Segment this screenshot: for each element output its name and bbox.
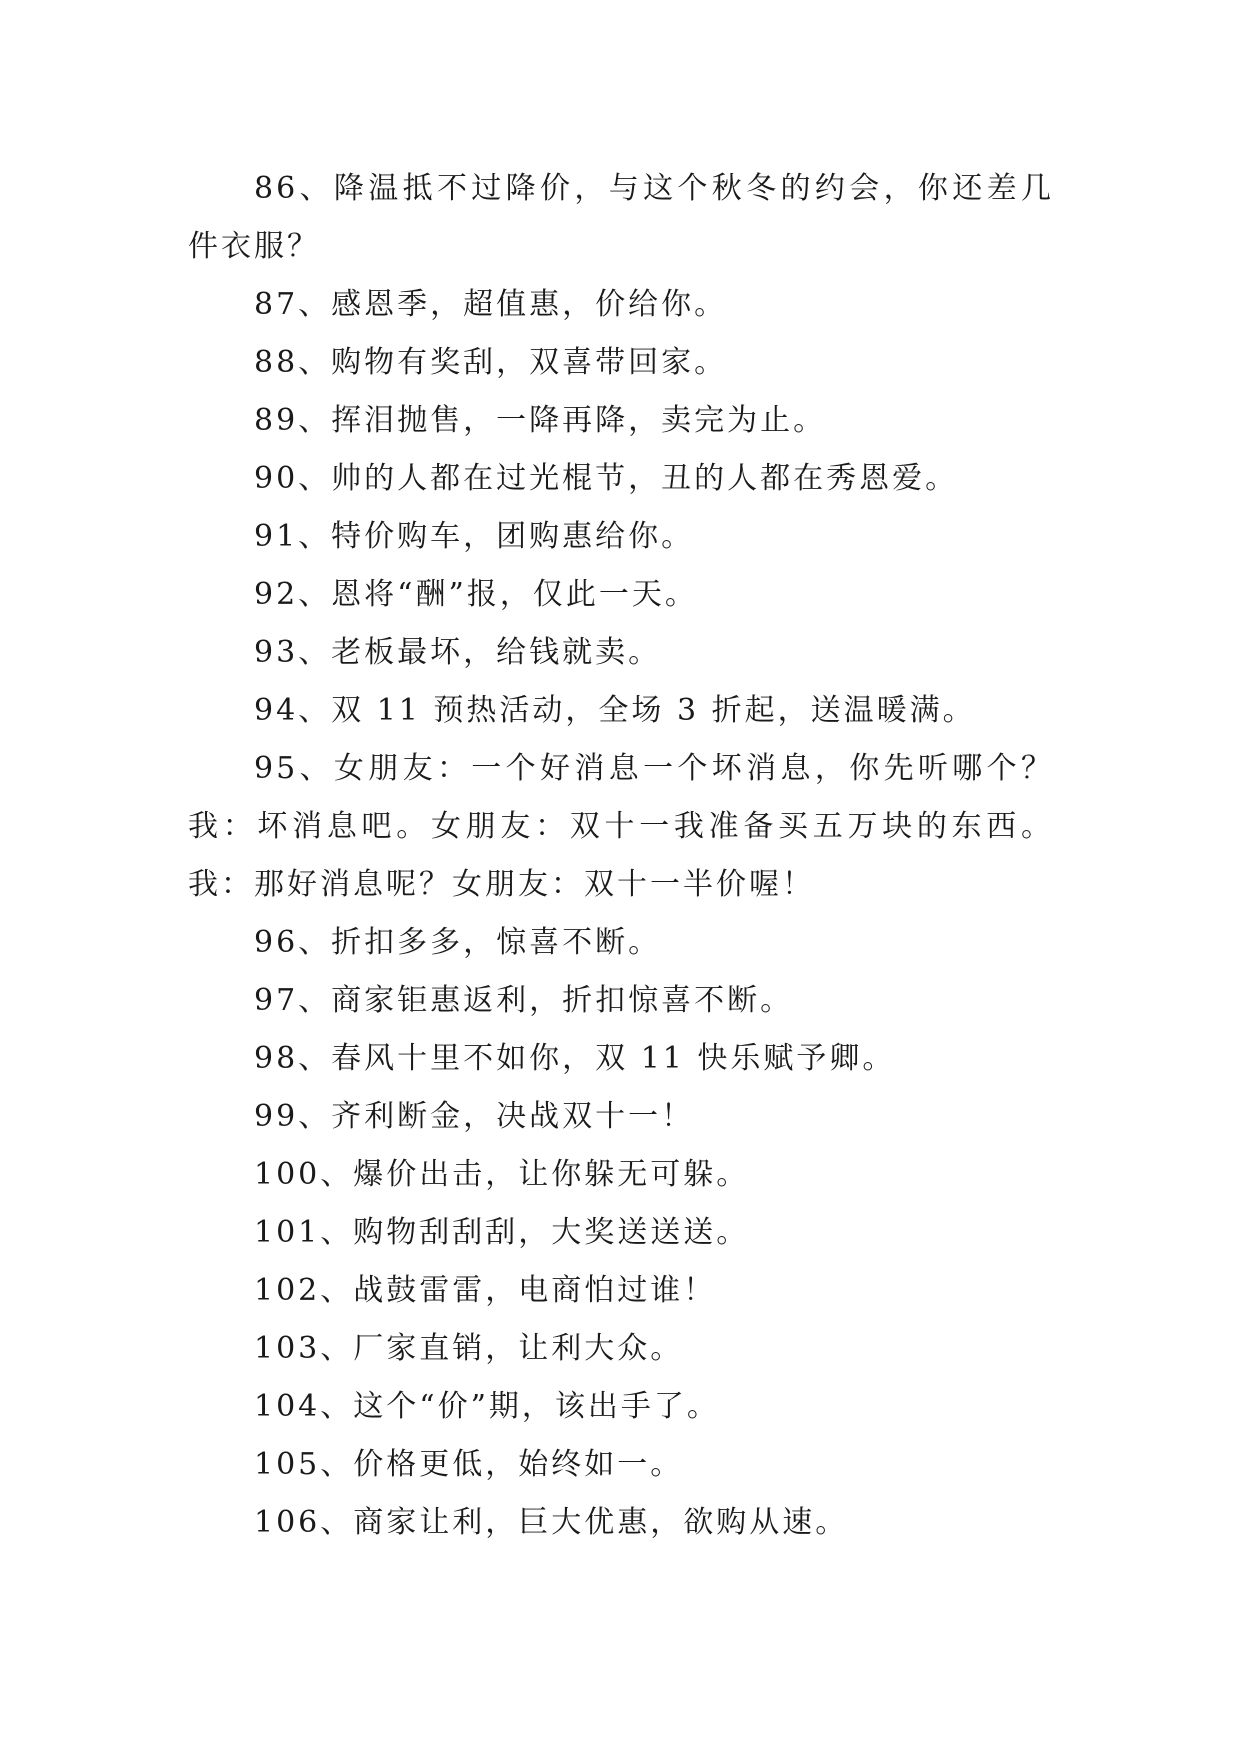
list-item: 86、降温抵不过降价，与这个秋冬的约会，你还差几件衣服？	[188, 171, 1054, 264]
list-item: 99、齐利断金，决战双十一！	[254, 1099, 695, 1134]
list-item: 89、挥泪抛售，一降再降，卖完为止。	[254, 403, 827, 438]
list-item: 94、双 11 预热活动，全场 3 折起，送温暖满。	[254, 693, 976, 728]
list-item: 103、厂家直销，让利大众。	[254, 1331, 684, 1366]
list-item: 96、折扣多多，惊喜不断。	[254, 925, 662, 960]
list-item: 93、老板最坏，给钱就卖。	[254, 635, 662, 670]
list-item: 105、价格更低，始终如一。	[254, 1447, 684, 1482]
list-item: 95、女朋友：一个好消息一个坏消息，你先听哪个？我：坏消息吧。女朋友：双十一我准备买五万块的东西。我：那好消息呢？女朋友：双十一半价喔！	[188, 751, 1054, 902]
list-item: 97、商家钜惠返利，折扣惊喜不断。	[254, 983, 794, 1018]
list-item: 92、恩将“酬”报，仅此一天。	[254, 577, 698, 612]
list-item: 101、购物刮刮刮，大奖送送送。	[254, 1215, 750, 1250]
document-body	[188, 160, 1054, 1552]
list-item: 104、这个“价”期，该出手了。	[254, 1389, 720, 1424]
list-item: 91、特价购车，团购惠给你。	[254, 519, 695, 554]
list-item: 88、购物有奖刮，双喜带回家。	[254, 345, 728, 380]
list-item: 100、爆价出击，让你躲无可躲。	[254, 1157, 750, 1192]
list-item: 106、商家让利，巨大优惠，欲购从速。	[254, 1505, 849, 1540]
list-item: 98、春风十里不如你，双 11 快乐赋予卿。	[254, 1041, 896, 1076]
list-item: 102、战鼓雷雷，电商怕过谁！	[254, 1273, 717, 1308]
list-item: 90、帅的人都在过光棍节，丑的人都在秀恩爱。	[254, 461, 959, 496]
list-item: 87、感恩季，超值惠，价给你。	[254, 287, 728, 322]
